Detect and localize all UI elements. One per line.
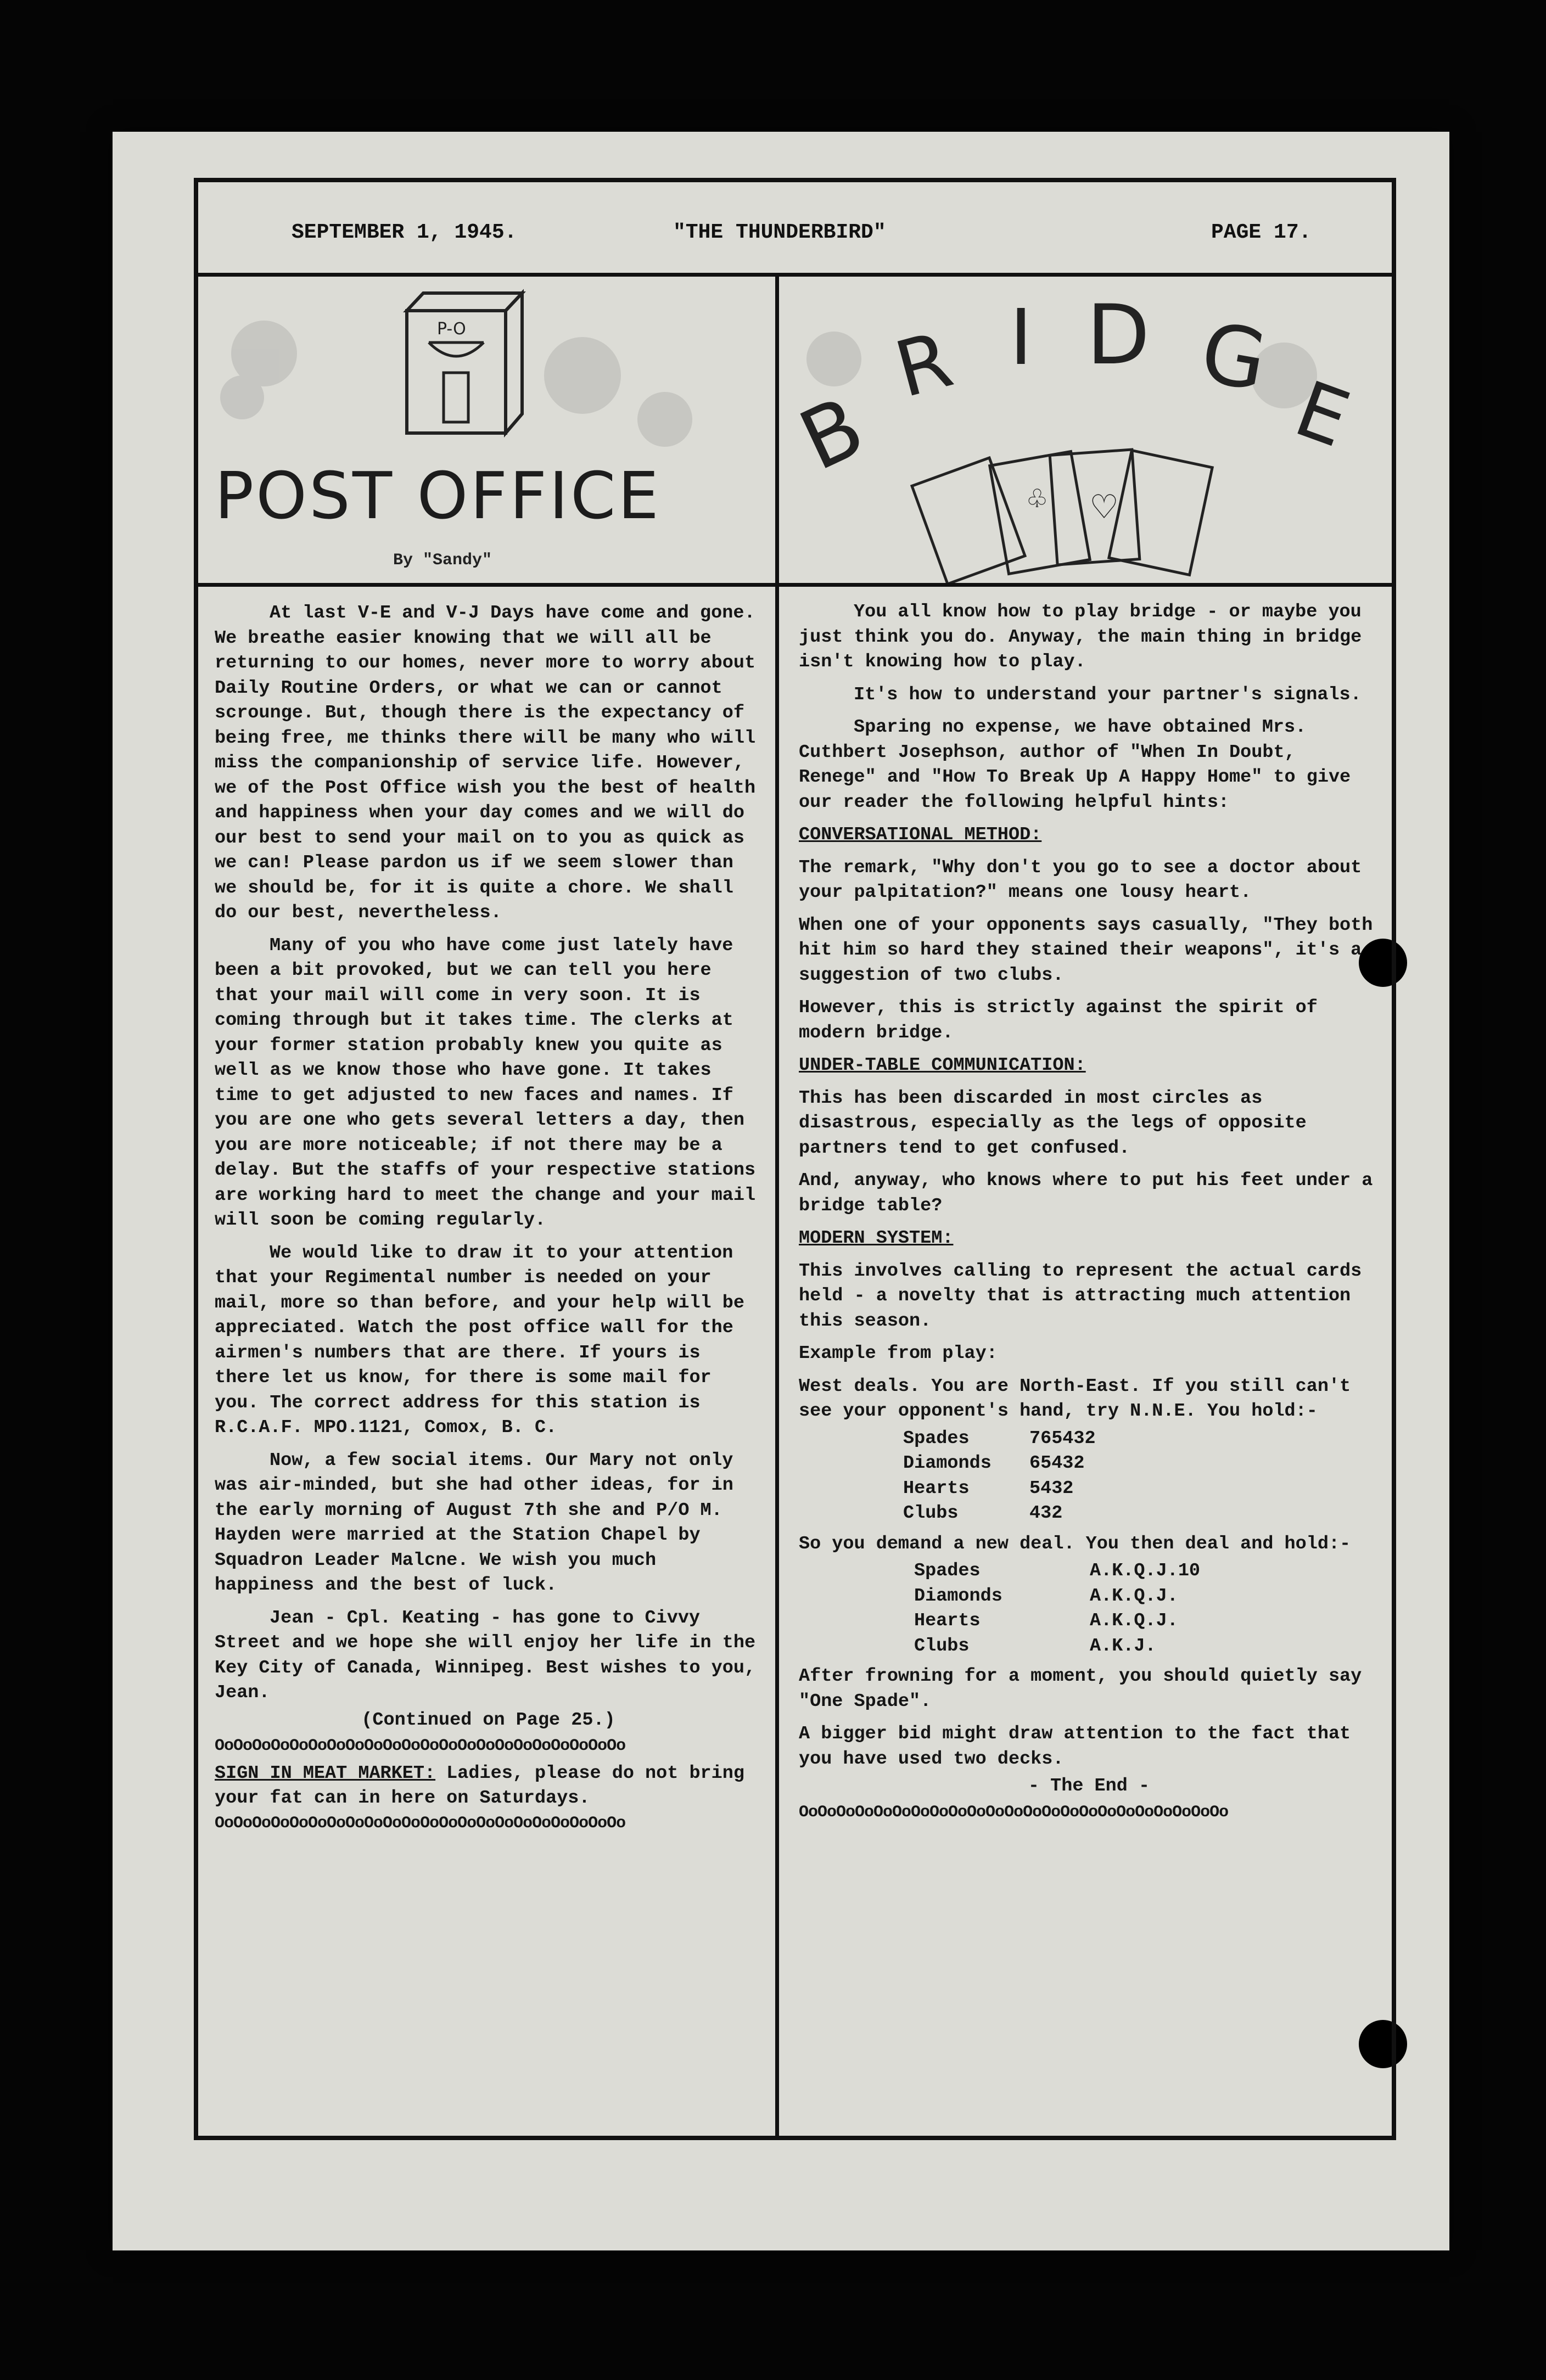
document-page (113, 132, 1449, 2250)
bridge-letter-d: D (1086, 288, 1150, 383)
mailbox-drawing (198, 277, 775, 583)
suit-cards: 65432 (1029, 1453, 1085, 1474)
modern-system-heading: MODERN SYSTEM: (799, 1228, 954, 1249)
bridge-paragraph: When one of your opponents says casually, "They both hit him so hard they stained their weapons", it's a suggestion of two clubs. (799, 914, 1384, 986)
header-title: "THE THUNDERBIRD" (673, 221, 886, 244)
suit-cards: 5432 (1029, 1478, 1074, 1499)
bridge-paragraph: This has been discarded in most circles as disastrous, especially as the legs of opposite partners tend to get confused. (799, 1087, 1318, 1159)
suit-name: Diamonds (903, 1453, 992, 1474)
continued-note: (Continued on Page 25.) (361, 1709, 615, 1731)
bridge-intro: You all know how to play bridge - or maybe you just think you do. Anyway, the main thing in bridge isn't knowing how to play. (799, 602, 1373, 672)
the-end: - The End - (1028, 1776, 1150, 1797)
bridge-paragraph: So you demand a new deal. You then deal and hold:- (799, 1533, 1351, 1554)
post-office-paragraph: At last V-E and V-J Days have come and gone. We breathe easier knowing that we will all be returning to our homes, never more to worry about Daily Routine Orders, or what we can or cannot scrounge. But, though there is the expectancy of being free, me thinks there will be many who will miss the companionship of service life. However, we of the Post Office wish you the best of health and happiness when your day comes and we will do our best to send your mail on to you as quick as we can! Please pardon us if we seem slower than we should be, for it is quite a chore. We shall do our best, nevertheless. (215, 603, 767, 923)
hand-row (903, 1427, 1379, 1452)
header-date: SEPTEMBER 1, 1945. (292, 221, 517, 244)
suit-cards: A.K.Q.J. (1090, 1610, 1178, 1631)
post-office-paragraph: Many of you who have come just lately have been a bit provoked, but we can tell you here that your mail will come in very soon. It is coming through but it takes time. The clerks at your former station probably knew you quite as well as we know those who have gone. It takes time to get adjusted to new faces and names. If you are one who gets several letters a day, then you are more noticeable; if not there may be a delay. But the staffs of your respective stations are working hard to meet the change and your mail will soon be coming regularly. (215, 935, 767, 1231)
suit-cards: 432 (1029, 1503, 1063, 1524)
meat-market-text: Ladies, please do not bring your fat can in here on Saturdays. (215, 1762, 756, 1809)
header-page: PAGE 17. (1211, 221, 1312, 244)
suit-cards: A.K.Q.J. (1090, 1585, 1178, 1607)
post-office-column (198, 587, 779, 2136)
post-office-title: POST OFFICE (215, 458, 661, 534)
suit-name: Spades (903, 1428, 970, 1449)
suit-name: Clubs (914, 1635, 970, 1657)
page-frame (194, 178, 1396, 2140)
ornament-divider: OoOoOoOoOoOoOoOoOoOoOoOoOoOoOoOoOoOoOoOoOoOo (215, 1737, 626, 1755)
hand-row (903, 1501, 1379, 1526)
hand-row (914, 1634, 1379, 1659)
ornament-divider: OoOoOoOoOoOoOoOoOoOoOoOoOoOoOoOoOoOoOoOoOoOo (215, 1814, 626, 1833)
bridge-letter-g: G (1194, 305, 1274, 410)
bridge-paragraph: However, this is strictly against the spirit of modern bridge. (799, 997, 1329, 1043)
post-office-byline: By "Sandy" (393, 551, 492, 570)
post-office-paragraph: We would like to draw it to your attention that your Regimental number is needed on your mail, more so than before, and your help will be appreciated. Watch the post office wall for the airmen's numbers that are there. If yours is there let us know, for there is some mail for you. The correct address for this station is R.C.A.F. MPO.1121, Comox, B. C. (215, 1242, 756, 1438)
bridge-letter-r: R (886, 315, 961, 416)
hand-row (914, 1559, 1379, 1584)
club-symbol: ♧ (1026, 484, 1049, 513)
bridge-letter-i: I (1010, 293, 1033, 383)
suit-name: Diamonds (914, 1585, 1002, 1607)
bridge-letter-b: B (786, 379, 878, 490)
second-hand-table (799, 1559, 1379, 1659)
suit-name: Clubs (903, 1503, 959, 1524)
post-office-paragraph: Now, a few social items. Our Mary not only was air-minded, but she had other ideas, for in the early morning of August 7th she and P/O M. Hayden were married at the Station Chapel by Squadron Leader Malcne. We wish you much happiness and the best of luck. (215, 1450, 744, 1596)
meat-market-sign (215, 1761, 762, 1811)
bridge-paragraph: West deals. You are North-East. If you still can't see your opponent's hand, try N.N.E. You hold:- (799, 1376, 1362, 1422)
conversational-heading: CONVERSATIONAL METHOD: (799, 824, 1042, 845)
suit-name: Spades (914, 1561, 981, 1581)
box-label: P-O (437, 319, 466, 339)
bridge-intro2: It's how to understand your partner's signals. (854, 684, 1362, 705)
bridge-paragraph: This involves calling to represent the actual cards held - a novelty that is attracting much attention this season. (799, 1260, 1373, 1332)
bridge-paragraph: The remark, "Why don't you go to see a doctor about your palpitation?" means one lousy heart. (799, 857, 1373, 903)
post-office-paragraph: Jean - Cpl. Keating - has gone to Civvy Street and we hope she will enjoy her life in the Key City of Canada, Winnipeg. Best wishes to you, Jean. (215, 1607, 767, 1703)
suit-cards: 765432 (1029, 1428, 1096, 1449)
bridge-intro3: Sparing no expense, we have obtained Mrs. Cuthbert Josephson, author of "When In Doubt, Renege" and "How To Break Up A Happy Home" to give our reader the following helpful hints: (799, 717, 1362, 813)
hand-row (903, 1477, 1379, 1502)
suit-name: Hearts (903, 1478, 970, 1499)
meat-market-heading: SIGN IN MEAT MARKET: (215, 1762, 436, 1784)
first-hand-table (799, 1427, 1379, 1526)
suit-name: Hearts (914, 1610, 981, 1631)
post-office-illustration (198, 277, 779, 587)
bridge-paragraph: A bigger bid might draw attention to the fact that you have used two decks. (799, 1724, 1362, 1770)
bridge-illustration (779, 277, 1392, 587)
bridge-paragraph: After frowning for a moment, you should quietly say "One Spade". (799, 1666, 1373, 1712)
hand-row (903, 1451, 1379, 1477)
bridge-column (779, 587, 1392, 2136)
hand-row (914, 1609, 1379, 1634)
bridge-letter-e: E (1284, 364, 1360, 465)
hand-row (914, 1584, 1379, 1609)
bridge-paragraph: And, anyway, who knows where to put his feet under a bridge table? (799, 1170, 1384, 1216)
suit-cards: A.K.Q.J.10 (1090, 1561, 1201, 1581)
page-header (198, 182, 1392, 277)
under-table-heading: UNDER-TABLE COMMUNICATION: (799, 1055, 1086, 1076)
bridge-paragraph: Example from play: (799, 1343, 998, 1364)
ornament-divider: OoOoOoOoOoOoOoOoOoOoOoOoOoOoOoOoOoOoOoOoOoOoOo (799, 1803, 1229, 1822)
heart-symbol: ♡ (1089, 488, 1119, 526)
suit-cards: A.K.J. (1090, 1635, 1156, 1657)
